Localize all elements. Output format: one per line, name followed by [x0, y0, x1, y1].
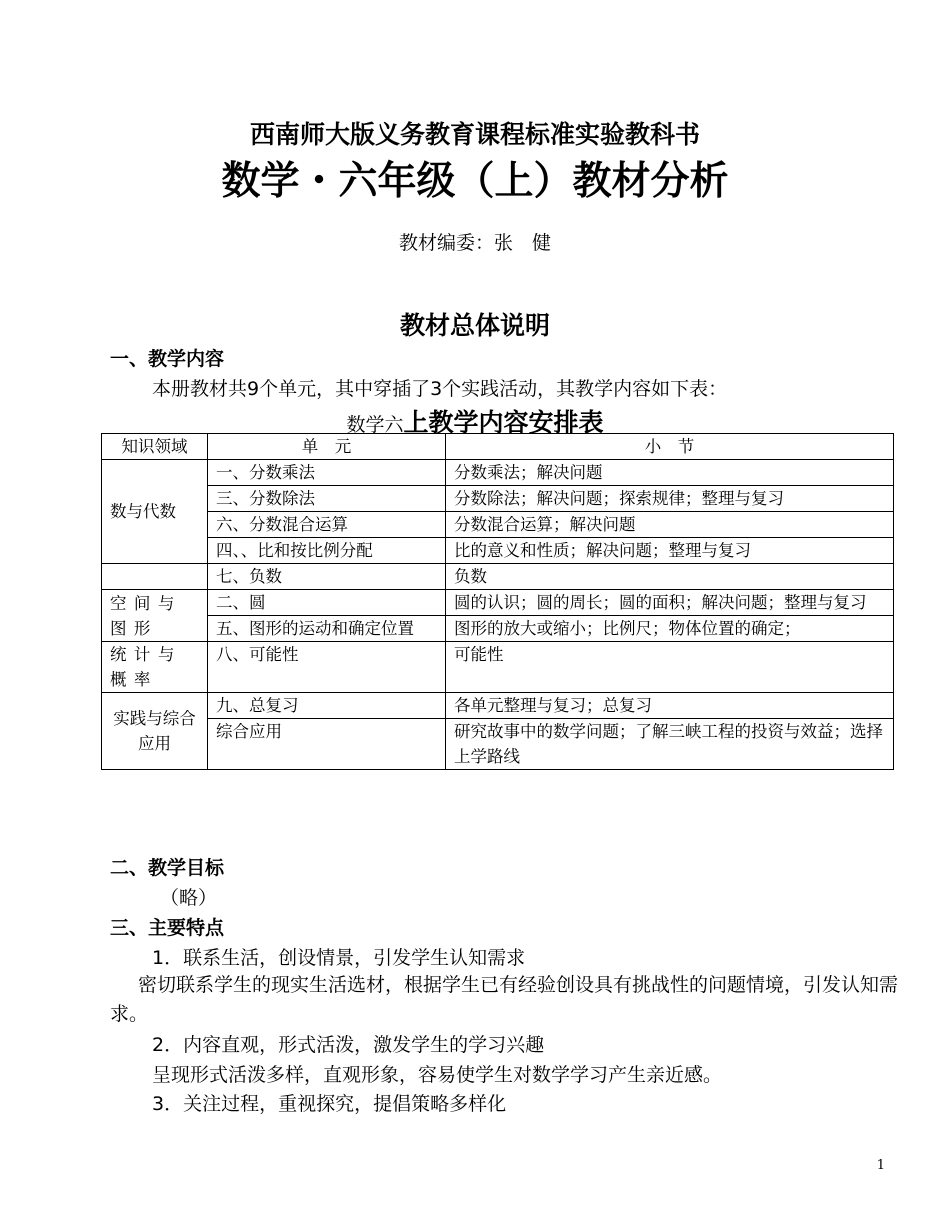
page-number: 1 — [876, 1158, 885, 1173]
domain-cell — [102, 564, 208, 590]
content-table — [101, 433, 894, 770]
sections-cell: 圆的认识；圆的周长；圆的面积；解决问题；整理与复习 — [446, 590, 894, 616]
sections-cell: 图形的放大或缩小；比例尺；物体位置的确定； — [446, 616, 894, 642]
sections-cell: 可能性 — [446, 642, 894, 693]
document-title: 西南师大版义务教育课程标准实验教科书 — [249, 120, 700, 149]
table-header-row — [102, 434, 894, 460]
unit-cell: 三、分数除法 — [208, 486, 446, 512]
section1-heading: 一、教学内容 — [110, 348, 225, 370]
header-domain: 知识领域 — [102, 434, 208, 460]
sections-cell: 分数混合运算；解决问题 — [446, 512, 894, 538]
sections-cell: 各单元整理与复习；总复习 — [446, 693, 894, 719]
section2-text: （略） — [160, 887, 218, 909]
sections-cell: 分数除法；解决问题；探索规律；整理与复习 — [446, 486, 894, 512]
table-row — [102, 642, 894, 693]
unit-cell: 八、可能性 — [208, 642, 446, 693]
unit-cell: 九、总复习 — [208, 693, 446, 719]
document-subtitle: 数学・六年级（上）教材分析 — [221, 159, 729, 204]
table-row — [102, 538, 894, 564]
overview-heading: 教材总体说明 — [399, 311, 550, 340]
unit-cell: 六、分数混合运算 — [208, 512, 446, 538]
header-sections: 小 节 — [446, 434, 894, 460]
sections-cell: 负数 — [446, 564, 894, 590]
section1-intro: 本册教材共9个单元，其中穿插了3个实践活动，其教学内容如下表： — [152, 378, 728, 400]
table-row — [102, 616, 894, 642]
domain-cell: 空间与图形 — [102, 590, 208, 642]
point2-text: 呈现形式活泼多样，直观形象，容易使学生对数学学习产生亲近感。 — [152, 1064, 723, 1086]
table-row — [102, 564, 894, 590]
sections-cell: 比的意义和性质；解决问题；整理与复习 — [446, 538, 894, 564]
domain-cell: 统计与概率 — [102, 642, 208, 693]
header-unit: 单 元 — [208, 434, 446, 460]
sections-cell: 研究故事中的数学问题；了解三峡工程的投资与效益；选择上学路线 — [446, 719, 894, 770]
point1-title: 1．联系生活，创设情景，引发学生认知需求 — [152, 947, 526, 969]
point1-text: 密切联系学生的现实生活选材，根据学生已有经验创设具有挑战性的问题情境，引发认知需求。 — [110, 974, 899, 1025]
table-row — [102, 693, 894, 719]
unit-cell: 综合应用 — [208, 719, 446, 770]
unit-cell: 二、圆 — [208, 590, 446, 616]
sections-cell: 分数乘法；解决问题 — [446, 460, 894, 486]
table-row — [102, 512, 894, 538]
table-title-main: 上教学内容安排表 — [403, 408, 604, 437]
table-row — [102, 460, 894, 486]
table-row — [102, 719, 894, 770]
domain-cell: 数与代数 — [102, 460, 208, 564]
section3-heading: 三、主要特点 — [110, 917, 225, 939]
unit-cell: 七、负数 — [208, 564, 446, 590]
point3-title: 3．关注过程，重视探究，提倡策略多样化 — [152, 1093, 507, 1115]
table-row — [102, 590, 894, 616]
editor-line: 教材编委：张 健 — [398, 232, 551, 254]
table-row — [102, 486, 894, 512]
table-title-prefix: 数学六 — [346, 414, 404, 436]
unit-cell: 四、、比和按比例分配 — [208, 538, 446, 564]
unit-cell: 五、图形的运动和确定位置 — [208, 616, 446, 642]
point2-title: 2．内容直观，形式活泼，激发学生的学习兴趣 — [152, 1034, 545, 1056]
unit-cell: 一、分数乘法 — [208, 460, 446, 486]
domain-cell: 实践与综合应用 — [102, 693, 208, 770]
section2-heading: 二、教学目标 — [110, 857, 225, 879]
